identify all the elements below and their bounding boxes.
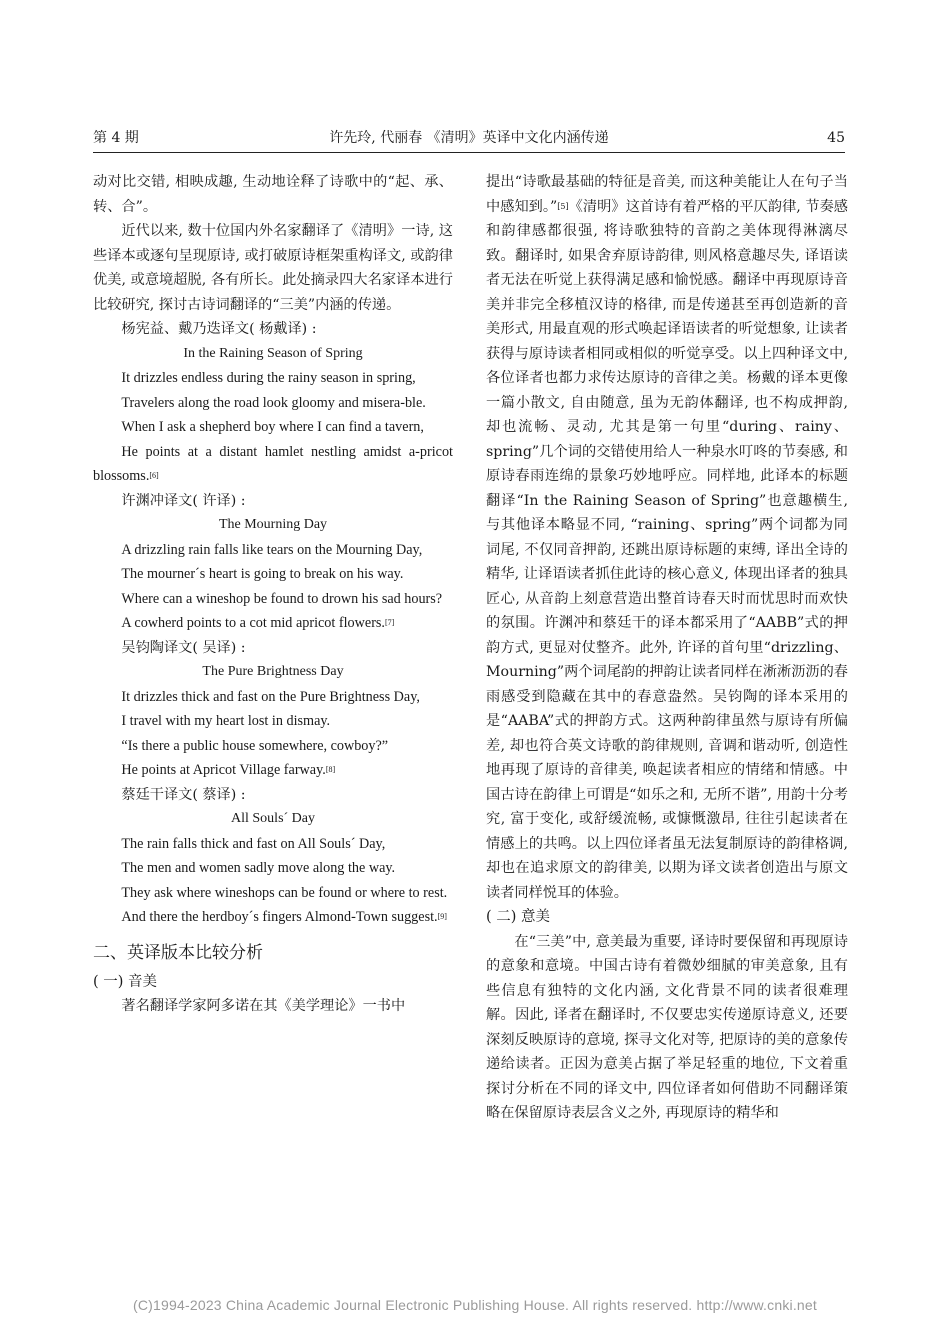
poem-title: All Souls´ Day [231,811,315,826]
left-column [93,170,453,1019]
paragraph: 动对比交错, 相映成趣, 生动地诠释了诗歌中的“起、承、转、合”。 [93,174,453,215]
poem-title: The Pure Brightness Day [202,664,344,679]
poem-line: It drizzles endless during the rainy season in spring, [121,370,416,386]
translation-label: 许渊冲译文( 许译) : [121,492,246,509]
right-column [486,170,848,1126]
copyright-footer: (C)1994-2023 China Academic Journal Electronic Publishing House. All rights reserved. http://www.cnki.net [133,1297,817,1313]
poem-block [93,366,453,489]
section-heading: 二、英译版本比较分析 [93,942,263,963]
translation-label: 杨宪益、戴乃迭译文( 杨戴译) : [121,321,317,337]
citation: [6] [149,471,159,480]
poem-line: The men and women sadly move along the way. [121,860,396,876]
poem-line: “Is there a public house somewhere, cowboy?” [121,737,389,754]
poem-block [93,685,453,783]
subsection-heading: ( 一) 音美 [93,973,158,990]
issue-number: 第 4 期 [93,130,139,146]
poem-line: The mourner´s heart is going to break on his way. [121,566,404,582]
citation: [5] [557,201,569,211]
poem-block [93,832,453,930]
paragraph: 近代以来, 数十位国内外名家翻译了《清明》一诗, 这些译本或逐句呈现原诗, 或打破原诗框架重构译文, 或韵律优美, 或意境超脱, 各有所长。此处摘录四大名家译本进行比较研究, 探讨古诗词翻译的“三美”内涵的传递。 [93,223,453,313]
page-number: 45 [827,130,845,146]
paragraph: 著名翻译学家阿多诺在其《美学理论》一书中 [121,998,406,1014]
poem-line: The rain falls thick and fast on All Souls´ Day, [121,835,386,852]
poem-line: He points at a distant hamlet nestling amidst a-pricot blossoms.[6] [93,443,453,484]
poem-title: In the Raining Season of Spring [183,345,363,361]
citation: [8] [325,765,336,774]
poem-line: I travel with my heart lost in dismay. [121,713,331,729]
translation-label: 吴钧陶译文( 吴译) : [121,639,246,656]
paragraph: 提出“诗歌最基础的特征是音美, 而这种美能让人在句子当中感知到。”[5]《清明》这首诗有着严格的平仄韵律, 节奏感和韵律感都很强, 将诗歌独特的音韵之美体现得淋漓尽致。翻译时, 如果舍弃原诗韵律, 则风格意趣尽失, 译语读者无法在听觉上获得满足感和愉悦感。翻译中再现原诗音美并非完全移植汉诗的格律, 而是传递甚至再创造新的音美形式, 用最直观的形式唤起译语读者的听觉想象, 让读者获得与原诗读者相同或相似的听觉享受。以上四种译文中, 各位译者也都力求传达原诗的音律之美。杨戴的译本更像一篇小散文, 自由随意, 虽为无韵体翻译, 也不构成押韵, 却也流畅、灵动, 尤其是第一句里“during、rainy、spring”几个词的交错使用给人一种泉水叮咚的节奏感, 和原诗春雨连绵的景象巧妙地呼应。同样地, 此译本的标题翻译“In the Raining Season of Spring”也意趣横生, 与其他译本略显不同, “raining、spring”两个词都为同词尾, 不仅同音押韵, 还跳出原诗标题的束缚, 译出全诗的精华, 让译语读者抓住此诗的核心意义, 体现出译者的独具匠心, 从音韵上刻意营造出整首诗春天时而忧思时而欢快的氛围。许渊冲和蔡廷干的译本都采用了“AABB”式的押韵方式, 更显对仗整齐。此外, 许译的首句里“drizzling、Mourning”两个词尾韵的押韵让读者同样在淅淅沥沥的春雨感受到隐藏在其中的春意盎然。吴钧陶的译本采用的是“AABA”式的押韵方式。这两种韵律虽然与原诗有所偏差, 却也符合英文诗歌的韵律规则, 音调和谐动听, 创造性地再现了原诗的音律美, 唤起读者相应的情绪和情感。中国古诗在韵律上可谓是“如乐之和, 无所不谐”, 用韵十分考究, 富于变化, 或舒缓流畅, 或慷慨激昂, 往往引起读者在情感上的共鸣。以上四位译者虽无法复制原诗的韵律格调, 却也在追求原文的韵律美, 以期为译文读者创造出与原文读者同样悦耳的体验。 [486,174,848,901]
subsection-heading: ( 二) 意美 [486,909,551,925]
poem-line: A cowherd points to a cot mid apricot flowers.[7] [121,615,395,631]
running-header [93,128,845,154]
poem-line: They ask where wineshops can be found or where to rest. [121,884,448,901]
poem-line: It drizzles thick and fast on the Pure Brightness Day, [121,688,420,705]
poem-line: And there the herdboy´s fingers Almond-Town suggest.[9] [121,909,447,925]
paragraph: 在“三美”中, 意美最为重要, 译诗时要保留和再现原诗的意象和意境。中国古诗有着微妙细腻的审美意象, 且有些信息有独特的文化内涵, 文化背景不同的读者很难理解。因此, 译者在翻译时, 不仅要忠实传递原诗意义, 还要深刻反映原诗的意境, 探寻文化对等, 把原诗的美的意象传递给读者。正因为意美占据了举足轻重的地位, 下文着重探讨分析在不同的译文中, 四位译者如何借助不同翻译策略在保留原诗表层含义之外, 再现原诗的精华和 [486,933,848,1121]
poem-line: When I ask a shepherd boy where I can find a tavern, [121,419,424,435]
poem-block [93,538,453,636]
header-rule [93,152,845,153]
citation: [7] [384,618,395,627]
poem-line: Where can a wineshop be found to drown his sad hours? [121,590,443,607]
poem-line: A drizzling rain falls like tears on the Mourning Day, [121,541,423,558]
poem-title: The Mourning Day [218,517,328,532]
running-title: 许先玲, 代丽春 《清明》英译中文化内涵传递 [329,130,609,146]
citation: [9] [437,912,447,921]
poem-line: Travelers along the road look gloomy and misera-ble. [121,394,426,411]
translation-label: 蔡廷干译文( 蔡译) : [121,786,246,803]
poem-line: He points at Apricot Village farway.[8] [121,762,336,778]
